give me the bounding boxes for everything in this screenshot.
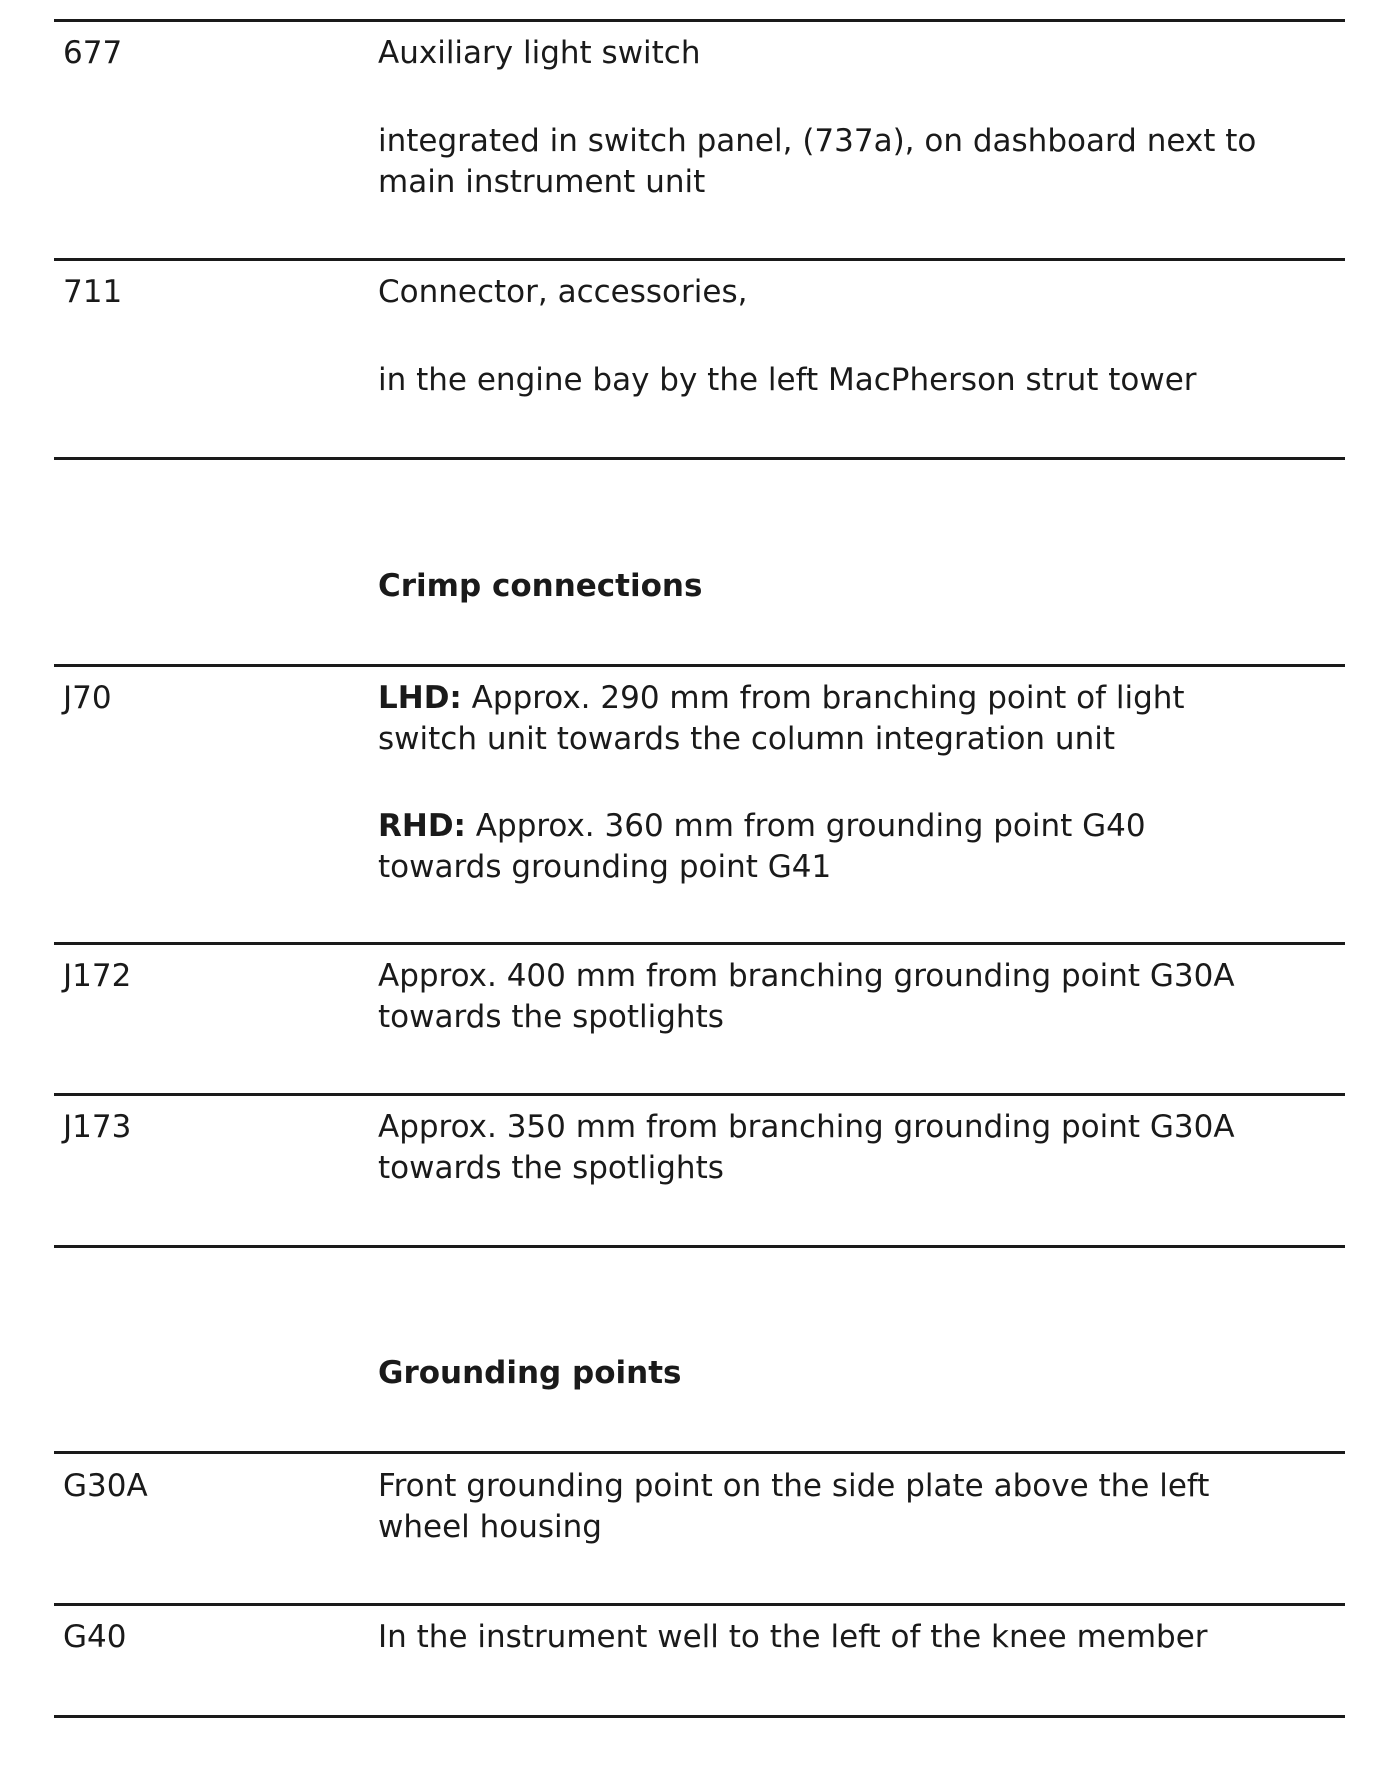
component-code: 677 xyxy=(63,35,123,71)
rhd-label: RHD: xyxy=(378,808,466,844)
description-line: towards the spotlights xyxy=(378,999,724,1035)
component-location xyxy=(378,1617,1338,1658)
row-divider xyxy=(54,1603,1345,1606)
lhd-label: LHD: xyxy=(378,680,462,716)
component-code: G40 xyxy=(63,1619,127,1655)
row-divider xyxy=(54,1451,1345,1454)
section-divider xyxy=(54,1245,1345,1248)
row-divider xyxy=(54,664,1345,667)
description-line: Approx. 400 mm from branching grounding point G30A xyxy=(378,958,1235,994)
section-divider xyxy=(54,457,1345,460)
description-line: switch unit towards the column integration unit xyxy=(378,721,1115,757)
description-line: in the engine bay by the left MacPherson strut tower xyxy=(378,362,1197,398)
row-divider xyxy=(54,942,1345,945)
description-line xyxy=(378,806,1338,847)
row-divider xyxy=(54,1715,1345,1718)
description-line: towards grounding point G41 xyxy=(378,849,832,885)
row-divider xyxy=(54,1093,1345,1096)
section-heading-crimp: Crimp connections xyxy=(378,568,703,604)
lhd-location xyxy=(378,678,1338,760)
description-line: Front grounding point on the side plate above the left xyxy=(378,1468,1210,1504)
component-location xyxy=(378,360,1338,401)
component-code: J172 xyxy=(63,958,132,994)
component-code: G30A xyxy=(63,1468,148,1504)
component-description xyxy=(378,33,1338,74)
component-location xyxy=(378,1107,1338,1189)
description-line: Auxiliary light switch xyxy=(378,35,701,71)
description-text: Approx. 290 mm from branching point of light xyxy=(461,680,1185,716)
component-code: J173 xyxy=(63,1109,132,1145)
row-divider xyxy=(54,258,1345,261)
description-line xyxy=(378,678,1338,719)
description-text: Approx. 360 mm from grounding point G40 xyxy=(465,808,1146,844)
rhd-location xyxy=(378,806,1338,888)
description-line: Approx. 350 mm from branching grounding point G30A xyxy=(378,1109,1235,1145)
description-line: Connector, accessories, xyxy=(378,274,748,310)
component-description xyxy=(378,272,1338,313)
description-line: towards the spotlights xyxy=(378,1150,724,1186)
component-location xyxy=(378,121,1338,203)
component-code: 711 xyxy=(63,274,123,310)
description-line: wheel housing xyxy=(378,1509,602,1545)
row-divider xyxy=(54,19,1345,22)
description-line: In the instrument well to the left of the knee member xyxy=(378,1619,1208,1655)
description-line: main instrument unit xyxy=(378,164,706,200)
component-location xyxy=(378,1466,1338,1548)
component-code: J70 xyxy=(63,680,112,716)
component-location xyxy=(378,956,1338,1038)
section-heading-grounding: Grounding points xyxy=(378,1355,682,1391)
description-line: integrated in switch panel, (737a), on dashboard next to xyxy=(378,123,1257,159)
